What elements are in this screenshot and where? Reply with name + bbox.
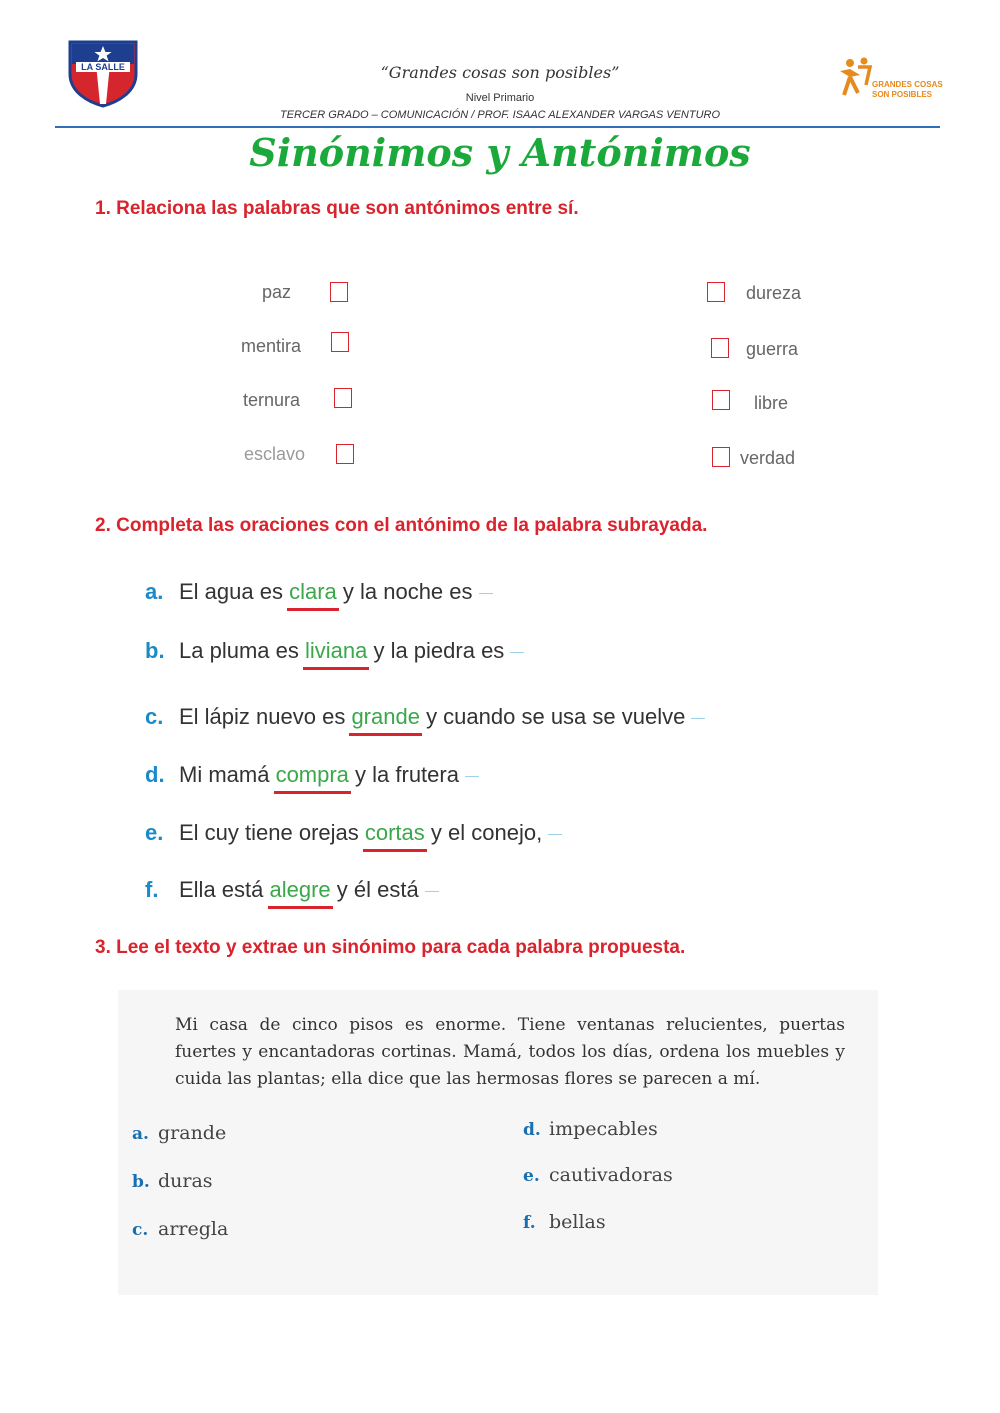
sentence-item [145,762,479,788]
match-box[interactable] [712,390,730,410]
answer-blank[interactable] [479,593,493,594]
sentence-before: La pluma es [179,638,305,663]
option-word: grande [158,1122,227,1144]
underlined-keyword: alegre [269,877,331,902]
sentence-after: y la frutera [348,762,459,787]
sentence-before: El lápiz nuevo es [179,704,352,729]
sentence-before: El cuy tiene orejas [179,820,365,845]
option-letter: a. [132,1124,149,1144]
synonym-option [132,1122,226,1144]
right-word: verdad [740,448,796,468]
answer-blank[interactable] [691,718,705,719]
synonym-option [523,1211,606,1233]
match-box[interactable] [707,282,725,302]
underlined-keyword: grande [351,704,420,729]
section-3-heading: 3. Lee el texto y extrae un sinónimo para cada palabra propuesta. [95,937,686,958]
item-letter: d. [145,762,165,787]
item-letter: e. [145,820,164,845]
grade-info: TERCER GRADO – COMUNICACIÓN / PROF. ISAAC ALEXANDER VARGAS VENTURO [279,109,721,121]
match-box[interactable] [330,282,348,302]
underlined-keyword: compra [275,762,349,787]
page-title: Sinónimos y Antónimos [249,130,751,175]
school-motto: “Grandes cosas son posibles” [380,63,620,82]
left-word: mentira [241,336,302,356]
sentence-after: y él está [330,877,419,902]
answer-blank[interactable] [548,834,562,835]
answer-blank[interactable] [510,652,524,653]
match-box[interactable] [336,444,354,464]
right-logo-text-2: SON POSIBLES [872,90,933,99]
match-box[interactable] [712,447,730,467]
right-logo-text-1: GRANDES COSAS [872,80,943,89]
sentence-after: y cuando se usa se vuelve [419,704,686,729]
option-letter: c. [132,1220,149,1240]
item-letter: f. [145,877,159,902]
section-1-heading: 1. Relaciona las palabras que son antónimos entre sí. [95,198,579,219]
answer-blank[interactable] [465,776,479,777]
left-word: ternura [243,390,301,410]
sentence-before: Mi mamá [179,762,276,787]
right-word: guerra [746,339,799,359]
answer-blank[interactable] [425,891,439,892]
left-word: esclavo [244,444,306,464]
match-box[interactable] [711,338,729,358]
item-letter: b. [145,638,165,663]
synonym-option [523,1118,658,1140]
sentence-item [145,704,705,730]
option-word: duras [158,1170,213,1192]
item-letter: c. [145,704,164,729]
sentence-after: y el conejo, [424,820,543,845]
option-letter: e. [523,1166,540,1186]
synonym-option [132,1170,213,1192]
sentence-item [145,638,524,664]
sentence-item [145,579,493,605]
underlined-keyword: clara [289,579,337,604]
synonym-option [523,1164,673,1186]
option-word: arregla [158,1218,229,1240]
option-word: bellas [549,1211,606,1233]
sentence-after: y la noche es [336,579,473,604]
left-word: paz [262,282,292,302]
sentence-item [145,877,439,903]
option-letter: d. [523,1120,541,1140]
option-letter: f. [523,1213,536,1233]
option-word: impecables [549,1118,658,1140]
sentence-item [145,820,562,846]
right-word: dureza [746,283,802,303]
item-letter: a. [145,579,164,604]
school-logo-text: LA SALLE [81,62,125,72]
school-level: Nivel Primario [465,92,535,104]
sentence-before: Ella está [179,877,270,902]
option-letter: b. [132,1172,150,1192]
motto-logo [836,55,946,105]
underlined-keyword: cortas [364,820,425,845]
underlined-keyword: liviana [304,638,368,663]
reading-text: Mi casa de cinco pisos es enorme. Tiene ventanas relucientes, puertas fuertes y encantadoras cortinas. Mamá, todos los días, ordena los muebles y cuida las plantas; ella dice que las hermosas flores se parecen a mí. [175,1015,845,1089]
match-box[interactable] [331,332,349,352]
option-word: cautivadoras [549,1164,673,1186]
header-divider [55,126,940,128]
synonym-option [132,1218,228,1240]
sentence-after: y la piedra es [367,638,505,663]
match-box[interactable] [334,388,352,408]
right-word: libre [754,393,789,413]
section-2-heading: 2. Completa las oraciones con el antónimo de la palabra subrayada. [95,515,708,536]
sentence-before: El agua es [179,579,290,604]
